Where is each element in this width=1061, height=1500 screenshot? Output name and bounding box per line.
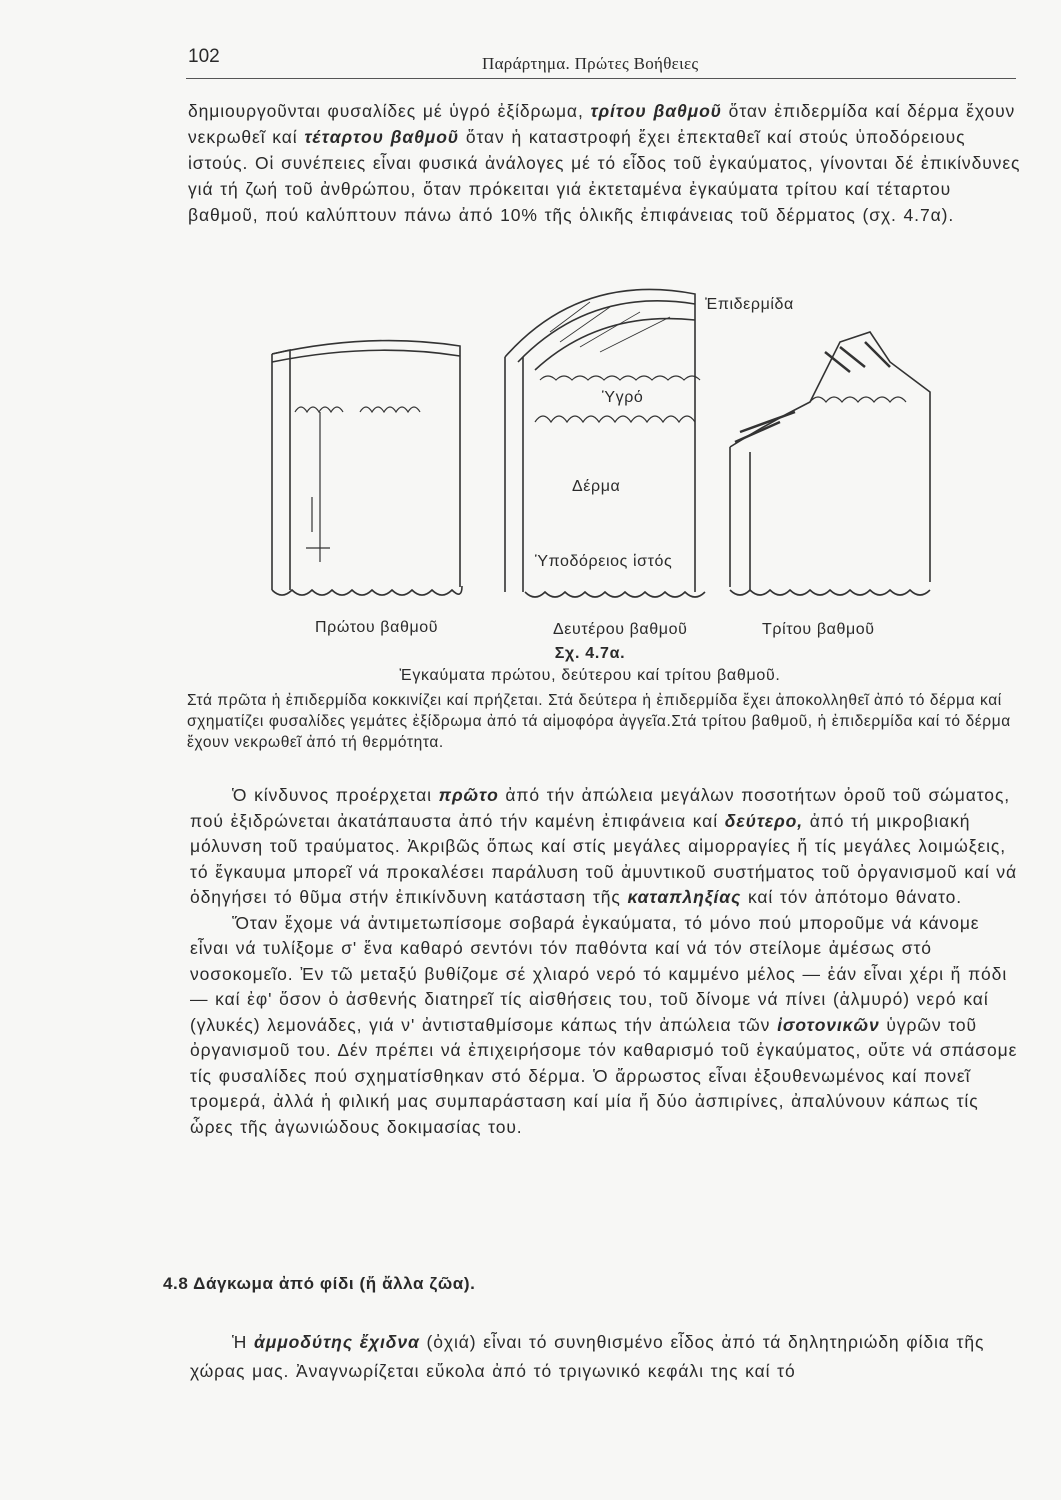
label-third-degree: Τρίτου βαθμοῦ <box>762 621 875 638</box>
danger-text-4: καί τόν ἀπότομο θάνατο. <box>741 887 963 907</box>
treatment-text-1: Ὅταν ἔχομε νά ἀντιμετωπίσομε σοβαρά ἐγκαύματα, τό μόνο πού μποροῦμε νά κάνομε εἶναι νά τυλίξομε σ' ἕνα καθαρό σεντόνι τόν παθόντα καί νά τόν στείλομε ἀμέσως στό νοσοκομεῖο. Ἐν τῶ μεταξύ βυθίζομε σέ χλιαρό νερό τό καμμένο μέλος — ἐάν εἶναι χέρι ἤ πόδι — καί ἐφ' ὅσον ὁ ἀσθενής διατηρεῖ τίς αἰσθήσεις του, τοῦ δίνομε νά πίνει (ἁλμυρό) νερό καί (γλυκές) λεμονάδες, γιά ν' ἀντισταθμίσομε κάπως τήν ἀπώλεια τῶν <box>190 912 1008 1035</box>
danger-paragraph-1 <box>190 783 1025 911</box>
intro-bold-fourth-degree: τέταρτου βαθμοῦ <box>304 127 460 147</box>
second-degree-block <box>505 289 705 597</box>
snake-bold-viper: ἀμμοδύτης ἔχιδνα <box>254 1332 420 1352</box>
label-derma: Δέρμα <box>572 478 621 495</box>
running-title: Παράρτημα. Πρώτες Βοήθειες <box>482 54 699 73</box>
intro-text-3: ὅταν ἡ καταστροφή ἔχει ἐπεκταθεῖ καί στούς ὑποδόρειους ἱστούς. Οἱ συνέπειες εἶναι φυσικά ἀνάλογες μέ τό εἶδος τοῦ ἐγκαύματος, γίνονται δέ ἐπικίνδυνες γιά τή ζωή τοῦ ἀνθρώπου, ὅταν πρόκειται γιά ἐκτεταμένα ἐγκαύματα τρίτου καί τέταρτου βαθμοῦ, πού καλύπτουν πάνω ἀπό 10% τῆς ὁλικῆς ἐπιφάνειας τοῦ δέρματος (σχ. 4.7α). <box>188 127 1021 225</box>
figure-number: Σχ. 4.7α. <box>554 645 626 662</box>
intro-text-2: ὅταν ἐπιδερμίδα καί δέρμα ἔχουν νεκρωθεῖ καί <box>188 101 1016 147</box>
treatment-text-2: ὑγρῶν τοῦ ὀργανισμοῦ του. Δέν πρέπει νά ἐπιχειρήσομε τόν καθαρισμό τοῦ ἐγκαύματος, οὔτε νά σπάσομε τίς φυσαλίδες πού σχηματίσθηκαν στό δέρμα. Ὁ ἄρρωστος εἶναι ἐξουθενωμένος καί πονεῖ τρομερά, ἀλλά ἡ φιλική μας συμπαράσταση καί μία ἤ δύο ἀσπιρίνες, ἀπαλύνουν κάπως τίς ὧρες τῆς ἀγωνιώδους δοκιμασίας του. <box>190 1014 1018 1137</box>
intro-bold-third-degree: τρίτου βαθμοῦ <box>590 101 722 121</box>
danger-bold-second: δεύτερο, <box>724 810 804 831</box>
intro-text-1: δημιουργοῦνται φυσαλίδες μέ ὑγρό ἐξίδρωμα, <box>188 101 591 121</box>
intro-paragraph <box>188 98 1023 228</box>
snake-text-2: (ὀχιά) εἶναι τό συνηθισμένο εἶδος ἀπό τά δηλητηριώδη φίδια τῆς χώρας μας. Ἀναγνωρίζεται εὔκολα ἀπό τό τριγωνικό κεφάλι της καί τό <box>190 1332 985 1381</box>
figure-title: Ἐγκαύματα πρώτου, δεύτερου καί τρίτου βαθμοῦ. <box>399 667 781 684</box>
header-rule <box>186 78 1016 79</box>
label-second-degree: Δευτέρου βαθμοῦ <box>553 621 688 638</box>
third-degree-block <box>730 332 930 595</box>
label-epidermis: Ἐπιδερμίδα <box>705 296 794 313</box>
first-degree-block <box>272 341 462 595</box>
danger-bold-first: πρῶτο <box>438 785 499 805</box>
treatment-paragraph <box>190 911 1025 1141</box>
danger-paragraphs <box>190 783 1025 1140</box>
page-number: 102 <box>188 46 220 67</box>
section-heading: 4.8 Δάγκωμα ἀπό φίδι (ἤ ἄλλα ζῶα). <box>163 1274 476 1293</box>
snake-text-1: Ἡ <box>232 1332 255 1352</box>
danger-text-3: ἀπό τή μικροβιακή μόλυνση τοῦ τραύματος. Ἀκριβῶς ὅπως καί στίς μεγάλες αἱμορραγίες ἤ τίς μεγάλες λοιμώξεις, τό ἔγκαυμα μπορεῖ νά προκαλέσει παράλυση τοῦ ἀμυντικοῦ συστήματος τοῦ ὀργανισμοῦ καί νά ὁδηγήσει τό θῦμα στήν ἐπικίνδυνη κατάσταση τῆς <box>190 810 1018 907</box>
treatment-bold-isotonic: ἰσοτονικῶν <box>777 1014 880 1035</box>
snake-paragraph <box>190 1328 1025 1386</box>
burn-figure <box>250 272 970 662</box>
figure-caption <box>150 643 1030 687</box>
danger-text-2: ἀπό τήν ἀπώλεια μεγάλων ποσοτήτων ὀροῦ τοῦ σώματος, πού ἐξιδρώνεται ἀκατάπαυστα ἀπό τήν καμένη ἐπιφάνεια καί <box>190 785 1011 831</box>
label-fluid: Ὑγρό <box>602 389 644 406</box>
label-first-degree: Πρώτου βαθμοῦ <box>315 619 439 636</box>
label-subcutaneous: Ὑποδόρειος ἱστός <box>535 553 673 570</box>
danger-text-1: Ὁ κίνδυνος προέρχεται <box>232 785 439 805</box>
danger-bold-shock: καταπληξίας <box>627 887 742 907</box>
figure-description: Στά πρῶτα ἡ ἐπιδερμίδα κοκκινίζει καί πρήζεται. Στά δεύτερα ἡ ἐπιδερμίδα ἔχει ἀποκολληθεῖ ἀπό τό δέρμα καί σχηματίζει φυσαλίδες γεμάτες ἐξίδρωμα ἀπό τά αἱμοφόρα ἀγγεῖα.Στά τρίτου βαθμοῦ, ἡ ἐπιδερμίδα καί τό δέρμα ἔχουν νεκρωθεῖ ἀπό τή θερμότητα. <box>187 692 1011 751</box>
